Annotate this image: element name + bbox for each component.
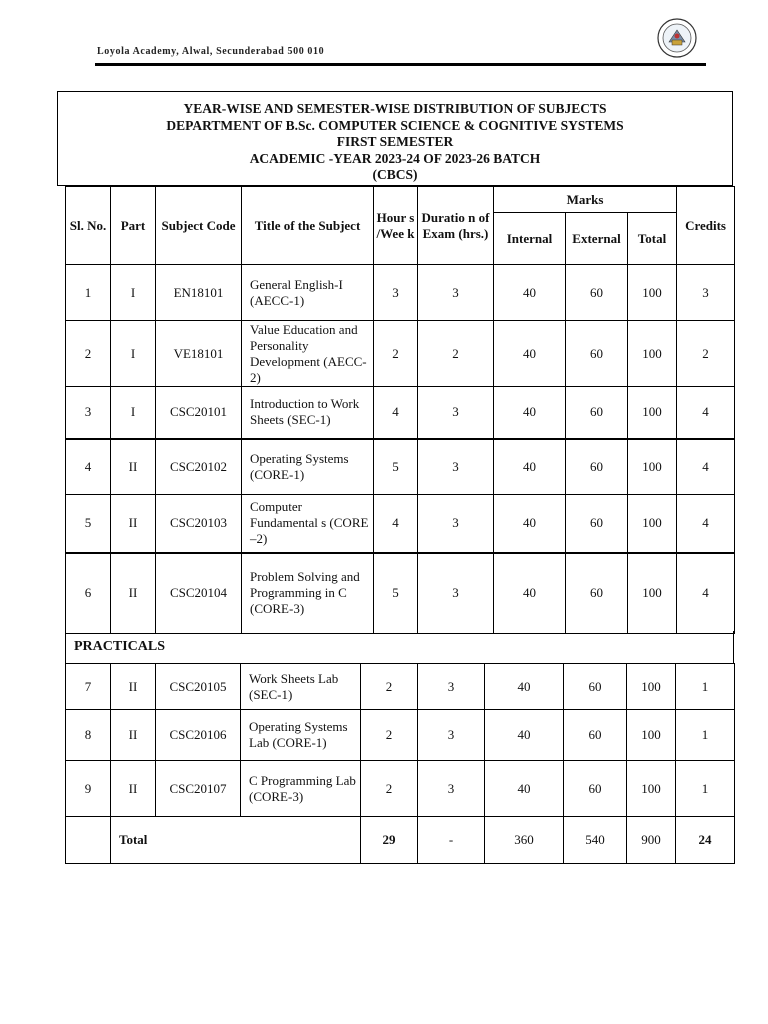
cell-hours: 5 (374, 439, 418, 495)
cell-hours: 4 (374, 387, 418, 439)
cell-hours: 2 (374, 321, 418, 387)
title-line-2: DEPARTMENT OF B.Sc. COMPUTER SCIENCE & COGNITIVE SYSTEMS (166, 117, 624, 133)
total-label: Total (111, 817, 361, 864)
cell-code: CSC20105 (156, 664, 241, 710)
cell-sl: 1 (66, 265, 111, 321)
cell-part: II (111, 710, 156, 761)
cell-code: CSC20103 (156, 495, 242, 553)
col-credits: Credits (677, 187, 735, 265)
subjects-table (65, 186, 735, 634)
table-row (66, 387, 735, 439)
cell-title: Introduction to Work Sheets (SEC-1) (242, 387, 374, 439)
cell-title: Problem Solving and Programming in C (CORE-3) (242, 553, 374, 634)
total-duration: - (418, 817, 485, 864)
cell-sl: 7 (66, 664, 111, 710)
practicals-heading: PRACTICALS (65, 631, 734, 663)
cell-hours: 2 (361, 710, 418, 761)
cell-internal: 40 (494, 387, 566, 439)
cell-part: II (111, 495, 156, 553)
cell-part: I (111, 321, 156, 387)
col-duration: Duratio n of Exam (hrs.) (418, 187, 494, 265)
cell-code: CSC20102 (156, 439, 242, 495)
cell-external: 60 (564, 664, 627, 710)
cell-duration: 3 (418, 387, 494, 439)
cell-credits: 4 (677, 387, 735, 439)
cell-credits: 4 (677, 495, 735, 553)
cell-code: CSC20104 (156, 553, 242, 634)
cell-external: 60 (566, 321, 628, 387)
total-total: 900 (627, 817, 676, 864)
cell-credits: 4 (677, 553, 735, 634)
col-external: External (566, 213, 628, 265)
col-total: Total (628, 213, 677, 265)
cell-credits: 1 (676, 761, 735, 817)
cell-internal: 40 (494, 439, 566, 495)
cell-total: 100 (628, 495, 677, 553)
cell-title: Operating Systems Lab (CORE-1) (241, 710, 361, 761)
table-row (66, 761, 735, 817)
cell-total: 100 (628, 387, 677, 439)
cell-internal: 40 (494, 553, 566, 634)
cell-hours: 2 (361, 664, 418, 710)
cell-total: 100 (628, 321, 677, 387)
college-seal-icon (657, 18, 697, 58)
table-row (66, 664, 735, 710)
cell-part: II (111, 664, 156, 710)
cell-total: 100 (628, 265, 677, 321)
table-row (66, 265, 735, 321)
col-title: Title of the Subject (242, 187, 374, 265)
table-row (66, 321, 735, 387)
col-marks: Marks (494, 187, 677, 213)
cell-external: 60 (564, 710, 627, 761)
title-line-3: FIRST SEMESTER (336, 134, 454, 149)
title-line-1: YEAR-WISE AND SEMESTER-WISE DISTRIBUTION OF SUBJECTS (183, 101, 607, 116)
cell-internal: 40 (485, 761, 564, 817)
cell-code: CSC20101 (156, 387, 242, 439)
cell-code: CSC20106 (156, 710, 241, 761)
cell-total: 100 (627, 761, 676, 817)
cell-total: 100 (627, 664, 676, 710)
table-row (66, 553, 735, 634)
cell-hours: 3 (374, 265, 418, 321)
cell-credits: 2 (677, 321, 735, 387)
cell-title: C Programming Lab (CORE-3) (241, 761, 361, 817)
cell-external: 60 (566, 387, 628, 439)
table-header-row (66, 187, 735, 213)
cell-sl: 6 (66, 553, 111, 634)
cell-part: II (111, 439, 156, 495)
cell-internal: 40 (485, 710, 564, 761)
cell-sl: 4 (66, 439, 111, 495)
total-row (66, 817, 735, 864)
col-internal: Internal (494, 213, 566, 265)
cell-duration: 2 (418, 321, 494, 387)
cell-external: 60 (566, 553, 628, 634)
col-code: Subject Code (156, 187, 242, 265)
total-hours: 29 (361, 817, 418, 864)
cell-credits: 3 (677, 265, 735, 321)
cell-hours: 4 (374, 495, 418, 553)
cell-credits: 1 (676, 710, 735, 761)
cell-code: EN18101 (156, 265, 242, 321)
header-divider (95, 63, 706, 66)
cell-internal: 40 (494, 265, 566, 321)
total-internal: 360 (485, 817, 564, 864)
cell-total: 100 (628, 439, 677, 495)
total-external: 540 (564, 817, 627, 864)
cell-credits: 1 (676, 664, 735, 710)
col-sl: Sl. No. (66, 187, 111, 265)
title-line-4: ACADEMIC -YEAR 2023-24 OF 2023-26 BATCH (249, 150, 541, 166)
total-credits: 24 (676, 817, 735, 864)
cell-external: 60 (566, 495, 628, 553)
practicals-table (65, 663, 735, 864)
cell-code: CSC20107 (156, 761, 241, 817)
cell-sl: 3 (66, 387, 111, 439)
cell-duration: 3 (418, 710, 485, 761)
cell-part: II (111, 761, 156, 817)
cell-code: VE18101 (156, 321, 242, 387)
cell-duration: 3 (418, 495, 494, 553)
cell-internal: 40 (485, 664, 564, 710)
table-row (66, 439, 735, 495)
cell-duration: 3 (418, 553, 494, 634)
title-line-5: (CBCS) (372, 167, 418, 182)
cell-title: Work Sheets Lab (SEC-1) (241, 664, 361, 710)
cell-hours: 2 (361, 761, 418, 817)
cell-title: Operating Systems (CORE-1) (242, 439, 374, 495)
cell-external: 60 (566, 439, 628, 495)
cell-total: 100 (628, 553, 677, 634)
cell-sl: 2 (66, 321, 111, 387)
cell-duration: 3 (418, 265, 494, 321)
cell-title: Value Education and Personality Development (AECC-2) (242, 321, 374, 387)
cell-credits: 4 (677, 439, 735, 495)
col-hours: Hour s /Wee k (374, 187, 418, 265)
cell-part: I (111, 265, 156, 321)
table-row (66, 710, 735, 761)
cell-duration: 3 (418, 664, 485, 710)
total-spacer (66, 817, 111, 864)
cell-total: 100 (627, 710, 676, 761)
cell-duration: 3 (418, 439, 494, 495)
cell-sl: 8 (66, 710, 111, 761)
cell-part: II (111, 553, 156, 634)
cell-title: Computer Fundamental s (CORE –2) (242, 495, 374, 553)
cell-external: 60 (564, 761, 627, 817)
cell-internal: 40 (494, 321, 566, 387)
cell-duration: 3 (418, 761, 485, 817)
cell-hours: 5 (374, 553, 418, 634)
col-part: Part (111, 187, 156, 265)
cell-internal: 40 (494, 495, 566, 553)
institution-header: Loyola Academy, Alwal, Secunderabad 500 010 (97, 46, 325, 57)
table-row (66, 495, 735, 553)
cell-sl: 9 (66, 761, 111, 817)
cell-sl: 5 (66, 495, 111, 553)
cell-title: General English-I (AECC-1) (242, 265, 374, 321)
cell-part: I (111, 387, 156, 439)
document-title-box (57, 91, 733, 186)
cell-external: 60 (566, 265, 628, 321)
